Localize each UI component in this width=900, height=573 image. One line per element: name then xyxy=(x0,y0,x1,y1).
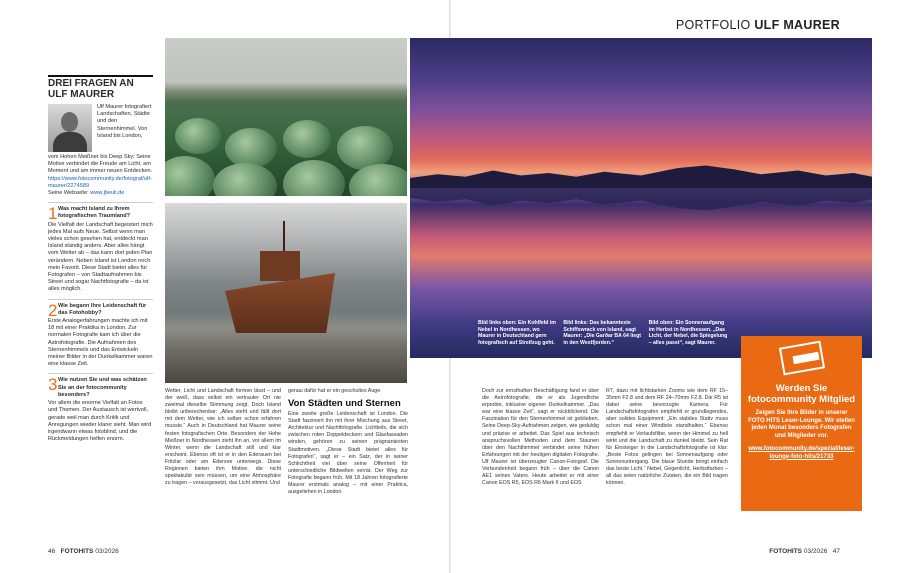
promo-text: Zeigen Sie Ihre Bilder in unserer FOTO HITS Leser-Lounge. Wir stellen jeden Monat besonders Fotografen und Mitglieder vor. xyxy=(748,410,855,439)
ship-cabin xyxy=(260,251,300,281)
intro-block xyxy=(48,104,153,152)
article-column-1: Wetter, Licht und Landschaft formen lässt – und der weiß, dass selbst ein vertrauter Ort nie zweimal dieselbe Stimmung zeigt. Doch Island bleibt unberechenbar: „Alles steht und fällt dort mit dem Wetter, wie ich selber schon erfahren musste.“ Auch in Deutschland hat Maurer seine festen fotografischen Orte. Besonders der Hohe Meißner in Nordhessen zieht ihn an, vor allem im Winter, wenn die Landschaft still und klar erscheint. Ebenso oft ist er in den Ederauen bei Fritzlar oder am Edersee unterwegs. Diese Regionen bieten ihm Motive, die nicht spektakulär sein müssen, um eine Atmosphäre zu tragen – vorausgesetzt, das Licht stimmt. Und xyxy=(165,388,281,487)
sidebar-rule xyxy=(48,75,153,77)
fotocommunity-promo-box xyxy=(741,336,862,511)
question-number: 3 xyxy=(48,375,58,395)
intro-text: vom Hohen Meißner bis Deep Sky: Seine Motive verbindet die Freude am Licht, am Moment und am immer neuen Entdecken. xyxy=(48,154,153,175)
tree-reflection xyxy=(410,188,872,213)
cabbage-field-photo xyxy=(165,38,407,196)
caption-shipwreck: Bild links: Das bekannteste Schiffswrack von Island, sagt Maurer: „Die Garðar BA 64 liegt in den Westfjorden.“ xyxy=(563,320,641,346)
sidebar-title: DREI FRAGEN AN ULF MAURER xyxy=(48,78,134,100)
portfolio-header xyxy=(676,18,840,32)
website-link[interactable]: www.jbeuli.de xyxy=(90,190,125,197)
website-label: Seine Webseite: xyxy=(48,190,89,197)
question-number: 2 xyxy=(48,300,58,320)
website-line xyxy=(48,190,153,197)
caption-cabbage: Bild links oben: Ein Kohlfeld im Nebel in Nordhessen, wo Maurer in Deutschland gern fotografisch auf Streifzug geht. xyxy=(478,320,556,346)
footer-left xyxy=(48,548,119,555)
promo-title: Werden Sie fotocommunity Mitglied xyxy=(747,383,856,405)
section-heading: Von Städten und Sternen xyxy=(288,398,401,410)
intro-text-float: Ulf Maurer fotografiert Landschaften, Städte und den Sternenhimmel. Von Island bis London, xyxy=(97,104,152,139)
cabbage-shape xyxy=(283,120,331,158)
article-column-4: R7, dazu mit lichtstarken Zooms wie dem RF 15–35mm F2.8 und dem RF 24–70mm F2.8. Die R5 ist dabei seine bevorzugte Kamera. Für Landschaftsfotografen empfiehlt er grundlegendes, aber solides Equipment: „Ein stabiles Stativ muss schon mal einer Windböe standhalten.“ Ebenso empfiehlt er Verlaufsfilter, wenn der Himmel zu hell wirkt und die Landschaft zu dunkel bleibt. Sein Rat für Einsteiger in die Landschaftsfotografie ist klar: „Beste Fotos gelingen bei Sonnenaufgang oder Sonnenuntergang. Die blaue Stunde bringt einfach das beste Licht.“ Nebel, Gegenlicht, Herbstfarben – all das seien natürliche Zutaten, die ein Bild tragen können. xyxy=(606,388,728,487)
cabbage-shape xyxy=(283,160,345,196)
footer-issue: 03/2026 xyxy=(95,548,119,555)
photo-captions xyxy=(478,320,728,346)
answer-text: Vor allem die enorme Vielfalt an Fotos und Themen. Der Austausch ist wertvoll, gerade weil man durch Kritik und Anregungen wieder klarer sieht. Man wird irgendwann etwas fotoblind, und die Rückmeldungen helfen enorm. xyxy=(48,400,152,443)
footer-brand: FOTOHITS xyxy=(60,548,94,555)
cabbage-shape xyxy=(175,118,221,154)
author-portrait xyxy=(48,104,92,152)
promo-link[interactable]: www.fotocommunity.de/spezial/leser-lounge-foto-hits/21733 xyxy=(748,446,855,460)
question-text: Wie begann Ihre Leidenschaft für das Fotohobby? xyxy=(58,302,147,316)
header-prefix: PORTFOLIO xyxy=(675,18,751,32)
cabbage-shape xyxy=(225,128,277,168)
left-page xyxy=(0,0,449,573)
footer-right xyxy=(769,548,840,555)
question-text: Wie nutzen Sie und was schätzen Sie an der fotocommunity besonders? xyxy=(58,377,147,398)
shipwreck-photo xyxy=(165,203,407,383)
cabbage-shape xyxy=(213,163,277,196)
question-block-2 xyxy=(48,299,153,369)
column-2-lead: genau dafür hat er ein geschultes Auge. xyxy=(288,388,382,394)
fotocommunity-profile-link[interactable]: https://www.fotocommunity.de/fotograf/ulf-maurer/2274589 xyxy=(48,175,152,189)
tree-silhouette xyxy=(410,163,872,188)
header-name: ULF MAURER xyxy=(754,18,840,32)
portrait-head xyxy=(61,112,78,132)
footer-brand: FOTOHITS xyxy=(769,548,803,555)
question-block-1 xyxy=(48,202,153,293)
interview-sidebar xyxy=(48,75,153,443)
ship-hull xyxy=(225,273,335,333)
fotocommunity-badge-icon xyxy=(767,342,837,380)
portrait-body xyxy=(53,132,87,152)
cabbage-shape xyxy=(165,156,215,196)
page-number-right: 47 xyxy=(832,548,840,555)
sunset-lake-photo xyxy=(410,38,872,358)
footer-issue: 03/2026 xyxy=(803,548,828,555)
caption-sunset: Bild oben: Ein Sonnenaufgang im Herbst in Nordhessen. „Das Licht, der Nebel, die Spiegelung – alles passt“, sagt Maurer. xyxy=(648,320,728,346)
article-column-2 xyxy=(288,388,408,496)
column-2-body: Eine zweite große Leidenschaft ist London. Die Stadt fasziniert ihn mit ihrer Mischung aus Street, Architektur und Nachtfotografie. Lichtteils, die sich zwischen roten Doppeldeckern und Glasfassaden winden, gehören zu seinen prägnantesten Stadtmotiven. „Diese Stadt bietet alles für Fotografen“, sagt er – ein Satz, der in seiner Schlichtheit viel über seine Offenheit für unterschiedliche Bildwelten verrät. Der Weg zur Fotografie begann früh. Mit 18 Jahren fotografierte Maurer erstmals analog – mit einer Praktica, ausgeliehen in London. xyxy=(288,411,408,496)
question-block-3 xyxy=(48,373,153,443)
article-column-3: Doch zur ernsthaften Beschäftigung fand er über die Astrofotografie, die er als Jugendliche erprobte, inklusive eigener Dunkelkammer. „Das war eine klasse Zeit“, sagt er rückblickend. Die Faszination für den Sternenhimmel ist geblieben. Seine Deep-Sky-Aufnahmen zeigen, wie geduldig und präzise er arbeitet. Das Spiel aus technisch anspruchsvollen Methoden und dem Staunen über den Nachthimmel verbindet seine frühen Erfahrungen mit der heutigen digitalen Fotografie. Ulf Maurer ist überzeugter Canon-Fotograf. Die Verbundenheit begann früh – über die Canon AE1 seines Vaters. Heute arbeitet er mit einer Canon EOS R5, EOS R6 Mark II und EOS xyxy=(482,388,599,487)
answer-text: Erste Analogerfahrungen machte ich mit 18 mit einer Praktika in London. Zur normalen Fotografie kam ich über die Astrofotografie. Die Aufnahmen des Sternenhimmels und das Entwickeln meiner Bilder in der Dunkelkammer waren eine klasse Zeit. xyxy=(48,318,153,368)
question-text: Was macht Island zu Ihrem fotografischen Traumland? xyxy=(58,206,131,220)
answer-text: Die Vielfalt der Landschaft begeistert mich jedes Mal aufs Neue. Selbst wenn man vieles schon gesehen hat, entdeckt man Island ständig anders. Aber alles hängt vom Wetter ab – das kann dort jeden Plan verändern. Neben Island ist London noch mein Favorit. Diese Stadt bietet alles für Fotografen – von Stadtaufnahmen bis Street und sogar Nachtfotografie – da ist alles möglich. xyxy=(48,221,153,293)
question-number: 1 xyxy=(48,204,58,224)
page-number-left: 46 xyxy=(48,548,56,555)
